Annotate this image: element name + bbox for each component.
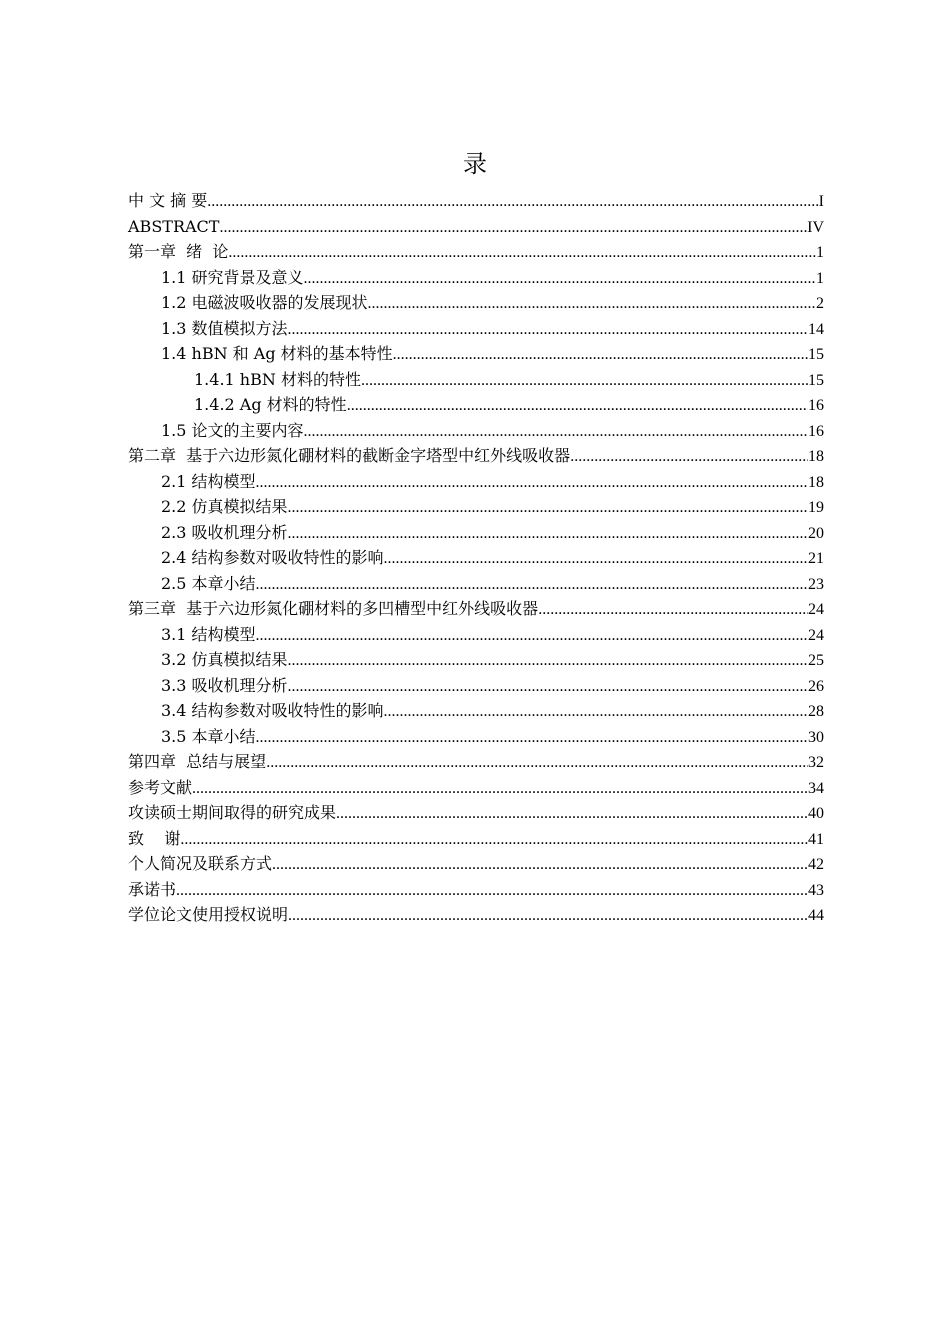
toc-dot-leader bbox=[180, 827, 808, 853]
toc-entry[interactable] bbox=[128, 367, 824, 393]
toc-dot-leader bbox=[272, 852, 808, 878]
toc-entry[interactable] bbox=[128, 545, 824, 571]
toc-entry[interactable] bbox=[128, 469, 824, 495]
toc-dot-leader bbox=[176, 878, 808, 904]
toc-dot-leader bbox=[393, 342, 808, 368]
toc-entry-text: 攻读硕士期间取得的研究成果 bbox=[128, 803, 337, 822]
toc-entry[interactable] bbox=[128, 392, 824, 418]
toc-dot-leader bbox=[288, 648, 808, 674]
toc-entry-text: 第二章 基于六边形氮化硼材料的截断金字塔型中红外线吸收器 bbox=[128, 446, 571, 465]
toc-entry-text: 2.3 吸收机理分析 bbox=[161, 522, 288, 542]
toc-entry[interactable] bbox=[128, 622, 824, 648]
toc-dot-leader bbox=[256, 623, 808, 649]
toc-page-number: 42 bbox=[808, 856, 824, 873]
toc-dot-leader bbox=[288, 495, 808, 521]
toc-dot-leader bbox=[266, 750, 808, 776]
toc-entry-text: 个人简况及联系方式 bbox=[128, 854, 273, 873]
toc-entry[interactable] bbox=[128, 826, 824, 852]
toc-dot-leader bbox=[368, 291, 816, 317]
toc-dot-leader bbox=[304, 266, 816, 292]
toc-page-number: 1 bbox=[816, 269, 824, 287]
toc-entry-text: 2.5 本章小结 bbox=[161, 573, 256, 593]
toc-page-number: 14 bbox=[808, 320, 824, 338]
toc-entry[interactable] bbox=[128, 800, 824, 826]
toc-entry-text: 2.1 结构模型 bbox=[161, 471, 256, 491]
toc-entry-text: 3.4 结构参数对吸收特性的影响 bbox=[161, 701, 384, 720]
toc-dot-leader bbox=[219, 215, 807, 241]
toc-page-number: 1 bbox=[816, 244, 824, 261]
toc-entry[interactable] bbox=[128, 596, 824, 622]
toc-page-number: 19 bbox=[808, 499, 824, 516]
toc-page-number: I bbox=[818, 193, 824, 210]
toc-page-number: 18 bbox=[808, 473, 824, 491]
toc-page-number: IV bbox=[807, 218, 824, 236]
toc-page-number: 40 bbox=[808, 805, 824, 822]
toc-dot-leader bbox=[228, 240, 816, 266]
toc-entry-text: ABSTRACT bbox=[128, 216, 220, 236]
toc-page-number: 16 bbox=[808, 397, 824, 414]
toc-entry[interactable] bbox=[128, 239, 824, 265]
toc-entry[interactable] bbox=[128, 775, 824, 801]
toc-page-number: 18 bbox=[808, 448, 824, 465]
toc-entry-text: 致 谢 bbox=[128, 828, 181, 848]
toc-entry[interactable] bbox=[128, 188, 824, 214]
toc-page-number: 44 bbox=[808, 907, 824, 924]
toc-entry[interactable] bbox=[128, 265, 824, 291]
toc-entry-text: 3.5 本章小结 bbox=[161, 726, 256, 746]
toc-page-number: 30 bbox=[808, 728, 824, 746]
toc-dot-leader bbox=[288, 674, 808, 700]
toc-entry[interactable] bbox=[128, 698, 824, 724]
toc-entry-text: 2.4 结构参数对吸收特性的影响 bbox=[161, 548, 384, 567]
toc-entry[interactable] bbox=[128, 724, 824, 750]
toc-entry-text: 1.3 数值模拟方法 bbox=[161, 318, 288, 338]
toc-dot-leader bbox=[207, 189, 818, 215]
toc-dot-leader bbox=[192, 776, 808, 802]
toc-title: 录 bbox=[463, 150, 487, 178]
toc-entry-text: 1.2 电磁波吸收器的发展现状 bbox=[161, 293, 368, 312]
toc-page-number: 32 bbox=[808, 754, 824, 771]
toc-entry[interactable] bbox=[128, 902, 824, 928]
toc-dot-leader bbox=[336, 801, 808, 827]
toc-entry-text: 承诺书 bbox=[128, 879, 177, 899]
toc-dot-leader bbox=[256, 470, 808, 496]
toc-dot-leader bbox=[570, 444, 808, 470]
toc-page-number: 28 bbox=[808, 703, 824, 720]
toc-dot-leader bbox=[304, 419, 808, 445]
toc-entry[interactable] bbox=[128, 341, 824, 367]
toc-page-number: 26 bbox=[808, 677, 824, 695]
toc-entry-text: 2.2 仿真模拟结果 bbox=[161, 497, 288, 516]
toc-entry[interactable] bbox=[128, 443, 824, 469]
toc-entry-text: 1.4 hBN 和 Ag 材料的基本特性 bbox=[161, 344, 393, 363]
toc-page-number: 2 bbox=[816, 295, 824, 312]
toc-entry-text: 1.1 研究背景及意义 bbox=[161, 267, 304, 287]
toc-entry-text: 第一章 绪 论 bbox=[128, 242, 229, 261]
toc-entry-text: 3.3 吸收机理分析 bbox=[161, 675, 288, 695]
toc-dot-leader bbox=[288, 521, 808, 547]
toc-dot-leader bbox=[256, 725, 808, 751]
toc-dot-leader bbox=[256, 572, 808, 598]
toc-entry-text: 第三章 基于六边形氮化硼材料的多凹槽型中红外线吸收器 bbox=[128, 599, 539, 618]
toc-entry-text: 1.5 论文的主要内容 bbox=[161, 420, 304, 440]
toc-dot-leader bbox=[361, 368, 808, 394]
toc-page-number: 41 bbox=[808, 830, 824, 848]
toc-dot-leader bbox=[288, 317, 808, 343]
toc-entry[interactable] bbox=[128, 316, 824, 342]
toc-page-number: 24 bbox=[808, 601, 824, 618]
toc-entry[interactable] bbox=[128, 290, 824, 316]
toc-page-number: 23 bbox=[808, 575, 824, 593]
toc-page-number: 25 bbox=[808, 652, 824, 669]
toc-page-number: 16 bbox=[808, 422, 824, 440]
toc-page-number: 20 bbox=[808, 524, 824, 542]
toc-dot-leader bbox=[347, 393, 808, 419]
toc-entry[interactable] bbox=[128, 418, 824, 444]
toc-dot-leader bbox=[384, 546, 808, 572]
toc-dot-leader bbox=[538, 597, 808, 623]
toc-page-number: 43 bbox=[808, 881, 824, 899]
toc-entry[interactable] bbox=[128, 214, 824, 240]
toc-entry-text: 1.4.1 hBN 材料的特性 bbox=[194, 369, 361, 389]
toc-entry-text: 参考文献 bbox=[128, 777, 193, 797]
toc-list bbox=[128, 188, 824, 928]
toc-entry[interactable] bbox=[128, 647, 824, 673]
toc-dot-leader bbox=[384, 699, 808, 725]
toc-entry[interactable] bbox=[128, 571, 824, 597]
toc-dot-leader bbox=[288, 903, 808, 929]
toc-entry-text: 3.1 结构模型 bbox=[161, 624, 256, 644]
toc-entry-text: 1.4.2 Ag 材料的特性 bbox=[194, 395, 347, 414]
toc-entry[interactable] bbox=[128, 851, 824, 877]
toc-entry[interactable] bbox=[128, 749, 824, 775]
toc-entry[interactable] bbox=[128, 520, 824, 546]
toc-entry-text: 第四章 总结与展望 bbox=[128, 752, 267, 771]
toc-entry-text: 中 文 摘 要 bbox=[128, 191, 208, 210]
toc-entry-text: 3.2 仿真模拟结果 bbox=[161, 650, 288, 669]
toc-page-number: 24 bbox=[808, 626, 824, 644]
toc-page-number: 15 bbox=[808, 346, 824, 363]
toc-entry[interactable] bbox=[128, 494, 824, 520]
toc-page-number: 34 bbox=[808, 779, 824, 797]
toc-entry[interactable] bbox=[128, 673, 824, 699]
toc-page-number: 21 bbox=[808, 550, 824, 567]
toc-page-number: 15 bbox=[808, 371, 824, 389]
toc-entry-text: 学位论文使用授权说明 bbox=[128, 905, 289, 924]
toc-entry[interactable] bbox=[128, 877, 824, 903]
